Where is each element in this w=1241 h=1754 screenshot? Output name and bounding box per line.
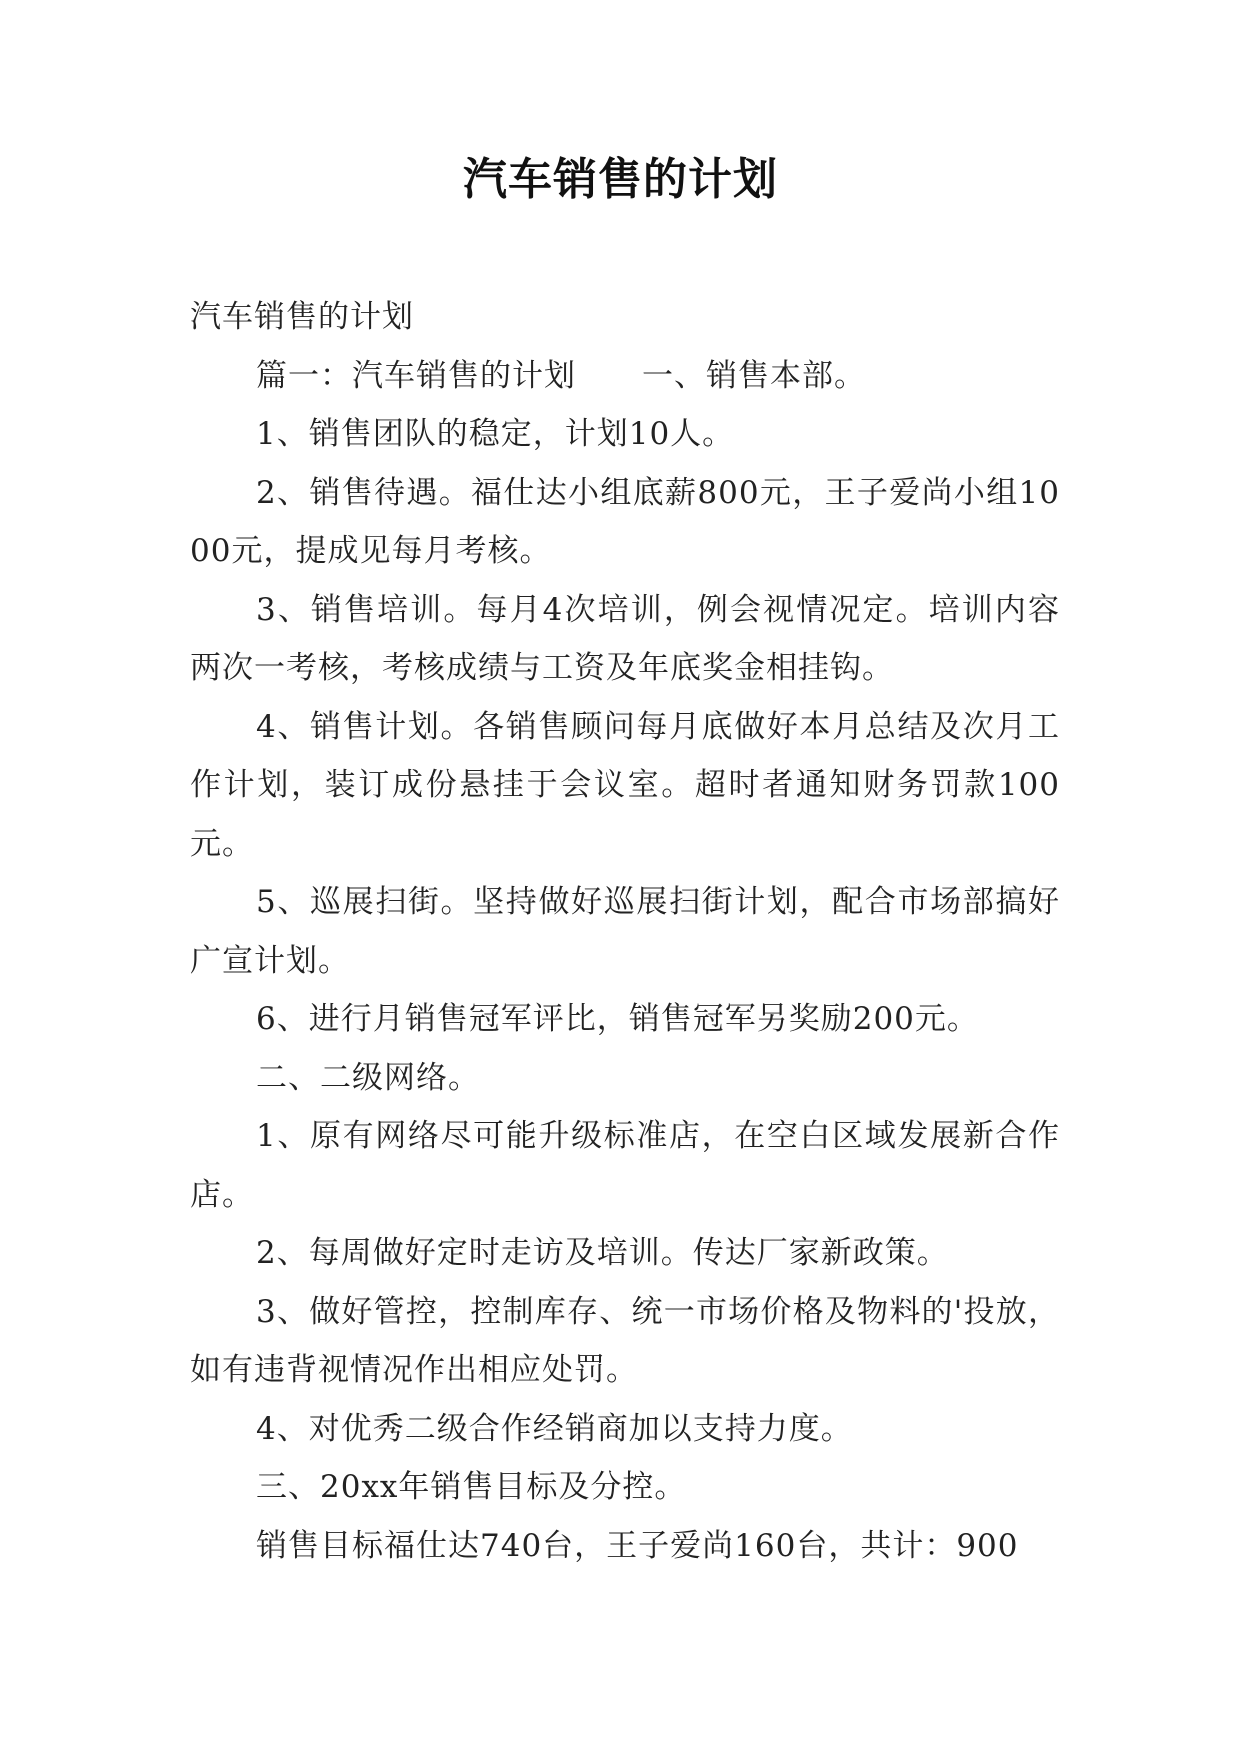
paragraph-11: 销售目标福仕达740台，王子爱尚160台，共计：900	[256, 1527, 1019, 1564]
paragraph-6: 6、进行月销售冠军评比，销售冠军另奖励200元。	[256, 1001, 979, 1037]
intro-part-2: 一、销售本部。	[642, 357, 866, 394]
section-heading-3: 三、20xx年销售目标及分控。	[256, 1469, 687, 1505]
paragraph-10: 4、对优秀二级合作经销商加以支持力度。	[256, 1410, 853, 1447]
paragraph-5: 5、巡展扫街。坚持做好巡展扫街计划，配合市场部搞好广宣计划。	[190, 884, 1060, 979]
paragraph-8: 2、每周做好定时走访及培训。传达厂家新政策。	[256, 1235, 949, 1271]
paragraph-2: 2、销售待遇。福仕达小组底薪800元，王子爱尚小组1000元，提成见每月考核。	[190, 474, 1060, 569]
paragraph-7: 1、原有网络尽可能升级标准店，在空白区域发展新合作店。	[190, 1118, 1060, 1213]
paragraph-4: 4、销售计划。各销售顾问每月底做好本月总结及次月工作计划，装订成份悬挂于会议室。超时者通知财务罚款100元。	[190, 708, 1060, 862]
paragraph-1: 1、销售团队的稳定，计划10人。	[256, 416, 735, 452]
document-body	[190, 288, 1060, 1575]
paragraph-3: 3、销售培训。每月4次培训，例会视情况定。培训内容两次一考核，考核成绩与工资及年底奖金相挂钩。	[190, 591, 1060, 686]
intro-part-1: 篇一：汽车销售的计划	[256, 357, 576, 394]
section-heading-2: 二、二级网络。	[256, 1059, 480, 1096]
document-title: 汽车销售的计划	[463, 154, 778, 205]
paragraph-9: 3、做好管控，控制库存、统一市场价格及物料的'投放，如有违背视情况作出相应处罚。	[190, 1293, 1060, 1388]
intro-line	[190, 347, 1060, 406]
document-subtitle: 汽车销售的计划	[190, 299, 414, 335]
